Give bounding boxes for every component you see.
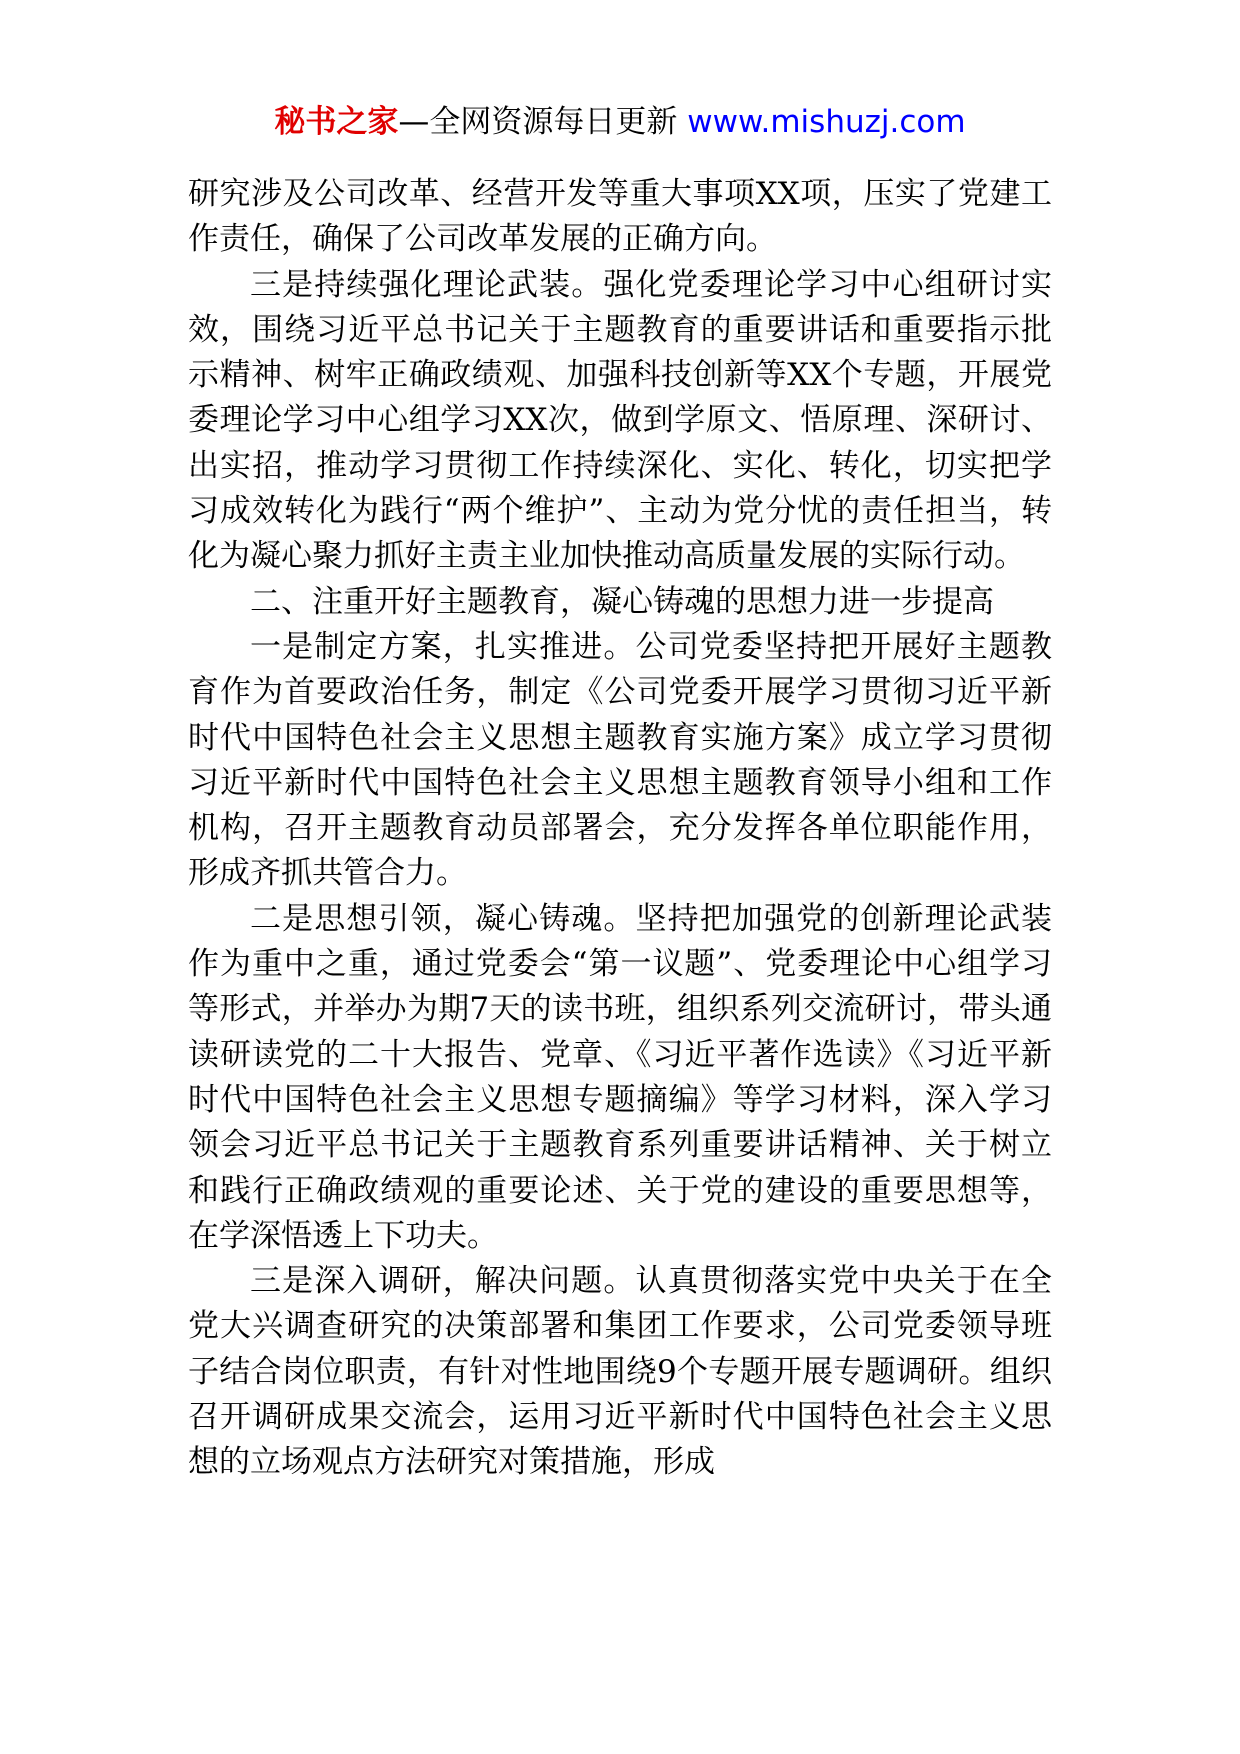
paragraph: 三是持续强化理论武装。强化党委理论学习中心组研讨实效，围绕习近平总书记关于主题教育的重要讲话和重要指示批示精神、树牢正确政绩观、加强科技创新等XX个专题，开展党委理论学习中心组学习XX次，做到学原文、悟原理、深研讨、出实招，推动学习贯彻工作持续深化、实化、转化，切实把学习成效转化为践行“两个维护”、主动为党分忧的责任担当，转化为凝心聚力抓好主责主业加快推动高质量发展的实际行动。 [188,266,1052,575]
paragraph: 三是深入调研，解决问题。认真贯彻落实党中央关于在全党大兴调查研究的决策部署和集团工作要求，公司党委领导班子结合岗位职责，有针对性地围绕9个专题开展专题调研。组织召开调研成果交流会，运用习近平新时代中国特色社会主义思想的立场观点方法研究对策措施，形成 [188,1263,1052,1481]
paragraph: 二是思想引领，凝心铸魂。坚持把加强党的创新理论武装作为重中之重，通过党委会“第一议题”、党委理论中心组学习等形式，并举办为期7天的读书班，组织系列交流研讨，带头通读研读党的二十大报告、党章、《习近平著作选读》《习近平新时代中国特色社会主义思想专题摘编》等学习材料，深入学习领会习近平总书记关于主题教育系列重要讲话精神、关于树立和践行正确政绩观的重要论述、关于党的建设的重要思想等，在学深悟透上下功夫。 [188,900,1052,1254]
site-brand: 秘书之家 [274,104,399,140]
document-body [188,172,1052,1486]
paragraph: 一是制定方案，扎实推进。公司党委坚持把开展好主题教育作为首要政治任务，制定《公司党委开展学习贯彻习近平新时代中国特色社会主义思想主题教育实施方案》成立学习贯彻习近平新时代中国特色社会主义思想主题教育领导小组和工作机构，召开主题教育动员部署会，充分发挥各单位职能作用，形成齐抓共管合力。 [188,628,1052,892]
paragraph-continued: 研究涉及公司改革、经营开发等重大事项XX项，压实了党建工作责任，确保了公司改革发展的正确方向。 [188,176,1052,258]
site-url-link[interactable]: www.mishuzj.com [687,104,966,140]
section-heading: 二、注重开好主题教育，凝心铸魂的思想力进一步提高 [250,583,994,620]
site-slogan: —全网资源每日更新 [398,104,678,140]
page-header [0,100,1240,144]
